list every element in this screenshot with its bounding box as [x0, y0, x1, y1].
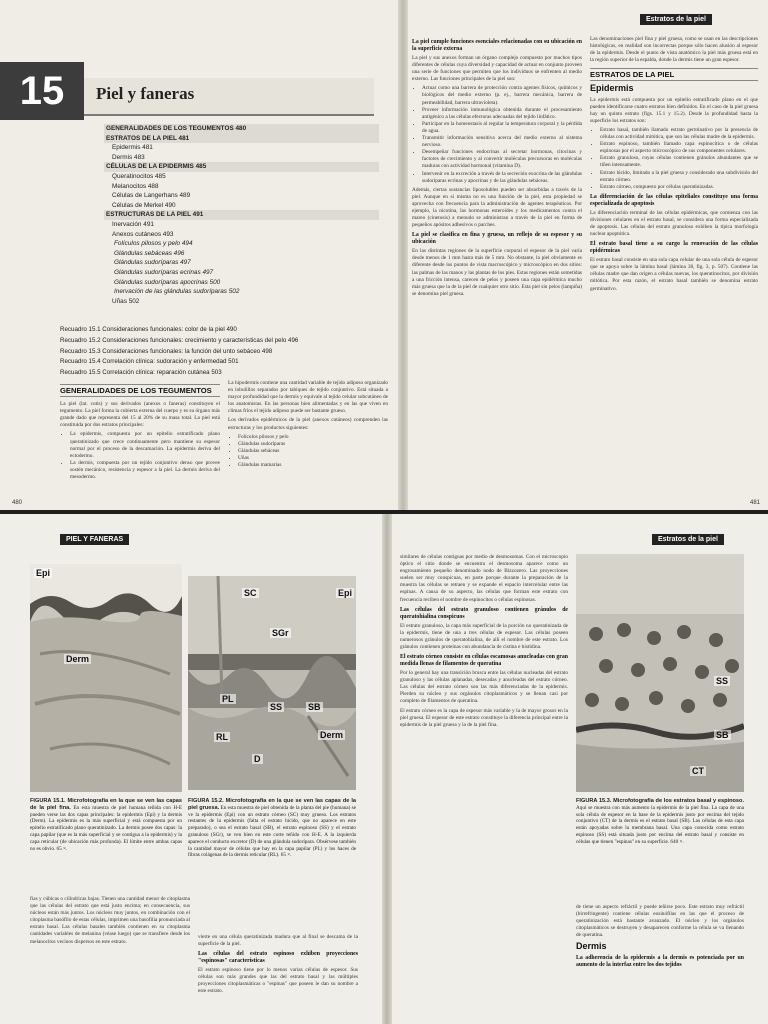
bullet-item: • Folículos pilosos y pelo	[238, 434, 388, 441]
paragraph: La piel y sus anexos forman un órgano complejo compuesto por muchos tipos diferentes de células cuya diversidad y capacidad de actuar en conjunto proveen una serie de funciones que permiten que los individuos se enfrenten al medio externo. Las funciones principales de la piel son:	[412, 55, 582, 83]
toc-item: Epidermis 481	[112, 144, 153, 152]
paragraph: vierte en una célula queratinizada madura que al final se descama de la superficie de la piel.	[198, 934, 358, 948]
p-bottom-left-col2	[198, 934, 358, 1020]
subheading: La adherencia de la epidermis a la dermis es potenciada por un aumento de la interfaz entre los dos tejidos	[576, 954, 744, 968]
figure-15-1-caption	[30, 798, 182, 852]
page-fold	[382, 514, 392, 1024]
bullet-item: • Glándulas mamarias	[238, 462, 388, 469]
figure-15-2-caption	[188, 798, 356, 859]
toc-item: Inervación de las glándulas sudoríparas 502	[114, 288, 240, 296]
paragraph: fias y cúbicas o cilíndricas bajas. Tienen una cantidad menor de citoplasma que las células del estrato que está justo encima; en consecuencia, sus núcleos están más juntos. Los núcleos muy juntos, en combinación con el citoplasma basófilo de estas células, imprimen una basofilia pronunciada al estrato basal. Las células basales también contienen en su citoplasma cantidades variables de melanina (véase luego) que se transfiere desde los melanocitos vecinos dispersos en este estrato.	[30, 896, 190, 945]
toc-item: Folículos pilosos y pelo 494	[114, 240, 193, 248]
section-title: GENERALIDADES DE LOS TEGUMENTOS	[60, 384, 220, 397]
toc-item: Glándulas sudoríparas ecrinas 497	[114, 268, 214, 276]
bullet-item: • La epidermis, compuesta por un epitelio estratificado plano queratinizado que crece continuamente pero mantiene su espesor normal por el proceso de la descamación. La epidermis deriva del ectodermo.	[70, 431, 220, 459]
toc-item: Melanocitos 488	[112, 182, 159, 190]
paragraph: El estrato espinoso tiene por lo menos varias células de espesor. Sus células son más grandes que las del estrato basal y las múltiples proyecciones citoplasmáticas o "espinas" que poseen le dan su nombre a este estrato.	[198, 967, 358, 995]
caption-title: FIGURA 15.2. Microfotografía en la que se ven las capas de la piel gruesa.	[188, 798, 356, 811]
toc-item: Uñas 502	[112, 297, 140, 305]
label-sb: SB	[308, 702, 321, 712]
running-head-left: PIEL Y FANERAS	[60, 534, 129, 545]
basal-spinous-micrograph	[576, 554, 744, 792]
bullet-item: • Estrato lúcido, limitado a la piel gruesa y considerado una subdivisión del estrato córneo.	[600, 170, 758, 184]
subheading: Las células del estrato espinoso exhiben proyecciones "espinosas" características	[198, 951, 358, 965]
paragraph: Además, ciertas sustancias liposolubles pueden ser absorbidas a través de la piel. Aunque en sí misma no es una función de la piel, esta propiedad se aprovecha con frecuencia para la administración de agentes terapéuticos. Por ejemplo, la nicotina, las hormonas esteroides y los medicamentos contra el mareo (cinetosis) a menudo se administran a través de la piel en forma de pequeños apósitos adhesivos o parches.	[412, 186, 582, 229]
toc-item: Anexos cutáneos 493	[112, 230, 174, 238]
label-ss: SS	[270, 702, 283, 712]
page-number-481: 481	[750, 500, 761, 506]
subheading: La diferenciación de las células epiteliales constituye una forma especializada de apoptosis	[590, 193, 758, 207]
figure-15-3-caption	[576, 798, 744, 846]
top-spread	[0, 0, 768, 510]
p480-col1	[60, 380, 220, 483]
paragraph: La hipodermis contiene una cantidad variable de tejido adiposo organizado en lobulillos separados por tabiques de tejido conjuntivo. Está situada a mayor profundidad que la dermis y equivale al tejido celular subcutáneo de los anatomistas. En las personas bien alimentadas y en las que viven en climas fríos el tejido adiposo puede ser bastante grueso.	[228, 380, 388, 415]
chapter-number: 15	[0, 62, 84, 120]
toc-item: Células de Merkel 490	[112, 201, 176, 209]
bullet-item: • Glándulas sebáceas	[238, 448, 388, 455]
bullet-item: • Estrato granuloso, cuyas células contienen gránulos abundantes que se tiñen intensamente.	[600, 155, 758, 169]
section-title: ESTRATOS DE LA PIEL	[590, 68, 758, 81]
paragraph: de tiene un aspecto refráctil y puede teñirse poco. Este estrato muy refráctil (birrefringente) contiene células eosinófilas en las que el proceso de queratinización está bastante avanzado. El núcleo y los orgánulos citoplasmáticos se destruyen y desaparecen conforme la célula se va llenando de queratina.	[576, 904, 744, 939]
paragraph: El estrato basal consiste en una sola capa celular de una sola célula de espesor que se apoya sobre la lámina basal (lámina 38, fig. 3, p. 507). Contiene las células madre que dan origen a células nuevas, los queratinocitos, por división mitótica. Por esta razón, el estrato basal también se denomina estrato germinativo.	[590, 257, 758, 292]
subsection-title: Epidermis	[590, 83, 634, 94]
toc-item: Glándulas sudoríparas apocrinas 500	[114, 278, 221, 286]
figure-15-2-image	[188, 576, 356, 790]
box-item: Recuadro 15.4 Correlación clínica: sudoración y enfermedad 501	[60, 358, 239, 366]
caption-title: FIGURA 15.3. Microfotografía de los estratos basal y espinoso.	[576, 798, 744, 804]
thin-skin-micrograph	[30, 564, 182, 792]
toc-item: Células de Langerhans 489	[112, 192, 191, 200]
chapter-title: Piel y faneras	[96, 84, 195, 103]
box-item: Recuadro 15.3 Consideraciones funcionales: la función del unto sebáceo 498	[60, 347, 273, 355]
label-ct: CT	[692, 766, 704, 776]
bullet-item: • Estrato espinoso, también llamado capa espinocítica o de células espinosas por el aspecto microscópico de sus componentes celulares.	[600, 141, 758, 155]
boxes-list	[60, 325, 390, 379]
label-derm: Derm	[320, 730, 344, 740]
functions-list	[422, 85, 582, 184]
label-sc: SC	[244, 588, 257, 598]
paragraph: El estrato granuloso, la capa más superficial de la porción no queratinizada de la epidermis, tiene de una a tres células de espesor. Las células poseen numerosos gránulos de queratohialina, de allí el nombre de este estrato. Los gránulos contienen proteínas con abundancia de cistina e histidina.	[400, 622, 568, 650]
bullet-item: • Desempeñar funciones endocrinas al secretar hormonas, citocinas y factores de crecimiento y al convertir moléculas precursoras en moléculas maduras con actividad hormonal (vitamina D).	[422, 149, 582, 170]
bullet-item: • Glándulas sudoríparas	[238, 441, 388, 448]
caption-text: En esta muestra de piel obtenida de la planta del pie (humana) se ve la epidermis (Epi) con un estrato córneo (SC) muy grueso. Los estratos restantes de la epidermis (falta el estrato lúcido, que no aparece en este preparado), o sea el estrato basal (SB), el estrato espinoso (SS) y el estrato granuloso (SGr), se ven bien en este corte teñido con H-E. A la izquierda aparece el conducto excretor (D) de una glándula sudorípara. Obsérvese también la cantidad mayor de células que hay en la capa papilar (PL) y los haces de fibras colágenas de la dermis reticular (RL). 65 ×.	[188, 804, 356, 859]
caption-text: Aquí se muestra con más aumento la epidermis de la piel fina. La capa de una sola célula de espesor en la base de la epidermis justo por encima del tejido conjuntivo (CT) de la dermis es el estrato basal (SB). Las células de esta capa están apoyadas sobre la membrana basal. Una capa conocida como estrato espinoso (SS) está situada justo por encima del estrato basal y consiste en células que tienen "espinas" en su superficie. 640 ×.	[576, 804, 744, 845]
box-item: Recuadro 15.5 Correlación clínica: reparación cutánea 503	[60, 369, 222, 377]
label-d: D	[254, 754, 261, 764]
toc-item: ESTRATOS DE LA PIEL 481	[104, 134, 379, 144]
label-rl: RL	[216, 732, 228, 742]
subheading: El estrato córneo consiste en células escamosas anucleadas con gran medida llenas de filamentos de queratina	[400, 654, 568, 668]
bullet-item: • Intervenir en la excreción a través de la secreción exocrina de las glándulas sudoríparas ecrinas y apocrinas y de las glándulas sebáceas.	[422, 171, 582, 185]
paragraph: Los derivados epidérmicos de la piel (anexos cutáneos) comprenden las estructuras y los productos siguientes:	[228, 417, 388, 431]
page-number-480: 480	[12, 500, 23, 506]
paragraph: En las distintas regiones de la superficie corporal el espesor de la piel varía desde menos de 1 mm hasta más de 5 mm. No obstante, la piel obviamente es diferente desde los puntos de vista macroscópico y microscópico en dos sitios: las palmas de las manos y las plantas de los pies. Estas regiones están sometidas a una fricción intensa, carecen de pelos y poseen una capa epidérmica mucho más gruesa que la de la piel de cualquier otro sitio. Esta piel sin pelos (lampiña) se denomina piel gruesa.	[412, 248, 582, 297]
label-epi: Epi	[36, 568, 51, 578]
derivatives-list	[238, 434, 388, 469]
toc-item: CÉLULAS DE LA EPIDERMIS 485	[104, 162, 379, 172]
paragraph: similares de células contiguas por medio de desmosomas. Con el microscopio óptico el sitio donde se encuentra el desmosoma aparece como un engrosamiento pequeño denominado nodo de Bizzozero. Las proyecciones suelen ser muy conspicuas, en parte porque durante la preparación de la muestra las células se retraen y se expande el espacio intercelular entre las espinas. A causa de su aspecto, las células que forman este estrato con frecuencia reciben el nombre de espinocitos o células espinosas.	[400, 554, 568, 603]
subheading: El estrato basal tiene a su cargo la renovación de las células epidérmicas	[590, 241, 758, 255]
toc-item: Queratinocitos 485	[112, 172, 166, 180]
label-pl: PL	[222, 694, 234, 704]
box-item: Recuadro 15.1 Consideraciones funcionales: color de la piel 490	[60, 326, 237, 333]
bullet-item: • Transmitir información sensitiva acerca del medio externo al sistema nervioso.	[422, 135, 582, 149]
page-fold	[398, 0, 408, 510]
caption-text: En esta muestra de piel humana teñida con H-E pueden verse las dos capas principales: la epidermis (Epi) y la dermis (Derm). La epidermis es la más superficial y está compuesta por un epitelio estratificado plano queratinizado. La dermis posee dos capas: la capa papilar (que es la más superficial y se contigua a la epidermis) y la capa reticular (de ubicación más profunda). El límite entre ambas capas no es obvio. 65 ×.	[30, 804, 183, 852]
bullet-item: • Estrato córneo, compuesto por células queratinizadas.	[600, 184, 758, 191]
toc-item: ESTRUCTURAS DE LA PIEL 491	[104, 210, 379, 220]
bullet-item: • Participar en la homeostasis al regular la temperatura corporal y la pérdida de agua.	[422, 121, 582, 135]
p480-col2	[228, 380, 388, 471]
box-item: Recuadro 15.2 Consideraciones funcionales: crecimiento y características del pelo 496	[60, 336, 299, 344]
chapter-contents	[104, 124, 379, 306]
paragraph: La epidermis está compuesta por un epitelio estratificado plano en el que pueden identificarse cuatro estratos bien definidos. En el caso de la piel gruesa hay un quinto estrato (figs. 15.1 y 15.2). Desde la profundidad hasta la superficie los estratos son:	[590, 96, 758, 124]
subsection-title: Dermis	[576, 941, 607, 952]
paragraph: Por lo general hay una transición brusca entre las células nucleadas del estrato granuloso y las células aplanadas, desecadas y anucleadas del estrato córneo. Las células del estrato córneo son las más diferenciadas de la epidermis. Pierden su núcleo y sus orgánulos citoplasmáticos y se llenan casi por completo de filamentos de queratina.	[400, 670, 568, 705]
p-bottom-right-col1	[400, 554, 568, 1020]
bullet-item: • Uñas	[238, 455, 388, 462]
figure-15-1-image	[30, 564, 182, 792]
subheading: La piel se clasifica en fina y gruesa, un reflejo de su espesor y su ubicación	[412, 232, 582, 246]
p481-col1	[412, 36, 582, 506]
toc-item: GENERALIDADES DE LOS TEGUMENTOS 480	[104, 124, 379, 134]
bullet-item: • Proveer información inmunológica obtenida durante el procesamiento antigénico a las células efectoras adecuadas del tejido linfático.	[422, 107, 582, 121]
paragraph: Las denominaciones piel fina y piel gruesa, como se usan en las descripciones histológicas, en realidad son incorrectas porque sólo hacen alusión al espesor de la epidermis. Desde el punto de vista anatómico la piel más gruesa está en la región superior de la espalda, donde la dermis tiene un gran espesor.	[590, 36, 758, 64]
toc-item: Glándulas sebáceas 496	[114, 249, 185, 257]
toc-item: Glándulas sudoríparas 497	[114, 259, 191, 267]
p-bottom-right-col2	[576, 904, 744, 1020]
bottom-spread	[0, 514, 768, 1024]
paragraph: La diferenciación terminal de las células epidérmicas, que comienza con las divisiones celulares en el estrato basal, se considera una forma especializada de apoptosis. Las células del estrato granuloso exhiben la típica morfología nuclear apoptótica.	[590, 209, 758, 238]
bullet-item: • Estrato basal, también llamado estrato germinativo por la presencia de células con actividad mitótica, que son las células madre de la epidermis.	[600, 127, 758, 141]
label-ss: SS	[716, 676, 729, 686]
bullet-item: • La dermis, compuesta por un tejido conjuntivo denso que provee sostén mecánico, resistencia y espesor a la piel. La dermis deriva del mesodermo.	[70, 460, 220, 481]
strata-list	[600, 127, 758, 191]
label-epi: Epi	[338, 588, 353, 598]
running-head-right: Estratos de la piel	[640, 14, 712, 25]
subheading: La piel cumple funciones esenciales relacionadas con su ubicación en la superficie externa	[412, 39, 582, 52]
label-sb: SB	[716, 730, 729, 740]
subheading: Las células del estrato granuloso contienen gránulos de queratohialina conspicuos	[400, 606, 568, 620]
toc-item: Inervación 491	[112, 220, 154, 228]
caption-title: FIGURA 15.1. Microfotografía en la que se ven las capas de la piel fina.	[30, 798, 182, 811]
paragraph: La piel (lat. cutis) y sus derivados (anexos o faneras) constituyen el tegumento. La piel forma la cubierta externa del cuerpo y es su órgano más grande dado que representa del 15 al 20% de su masa total. La piel está constituida por dos estratos principales:	[60, 401, 220, 429]
p-bottom-left-col1	[30, 896, 190, 1020]
paragraph: El estrato córneo es la capa de espesor más variable y la de mayor grosor en la piel gruesa. El espesor de este estrato constituye la diferencia principal entre la epidermis de la piel gruesa y la de la piel fina.	[400, 707, 568, 728]
running-head-right: Estratos de la piel	[652, 534, 724, 545]
thick-skin-micrograph	[188, 576, 356, 790]
p481-col2	[590, 36, 761, 506]
label-derm: Derm	[66, 654, 90, 664]
label-sgr: SGr	[272, 628, 289, 638]
toc-item: Dermis 483	[112, 153, 145, 161]
bullet-item: • Actuar como una barrera de protección contra agentes físicos, químicos y biológicos del medio externo (p. ej., barrera mecánica, barrera de permeabilidad, barrera ultravioleta).	[422, 85, 582, 106]
figure-15-3-image	[576, 554, 744, 792]
